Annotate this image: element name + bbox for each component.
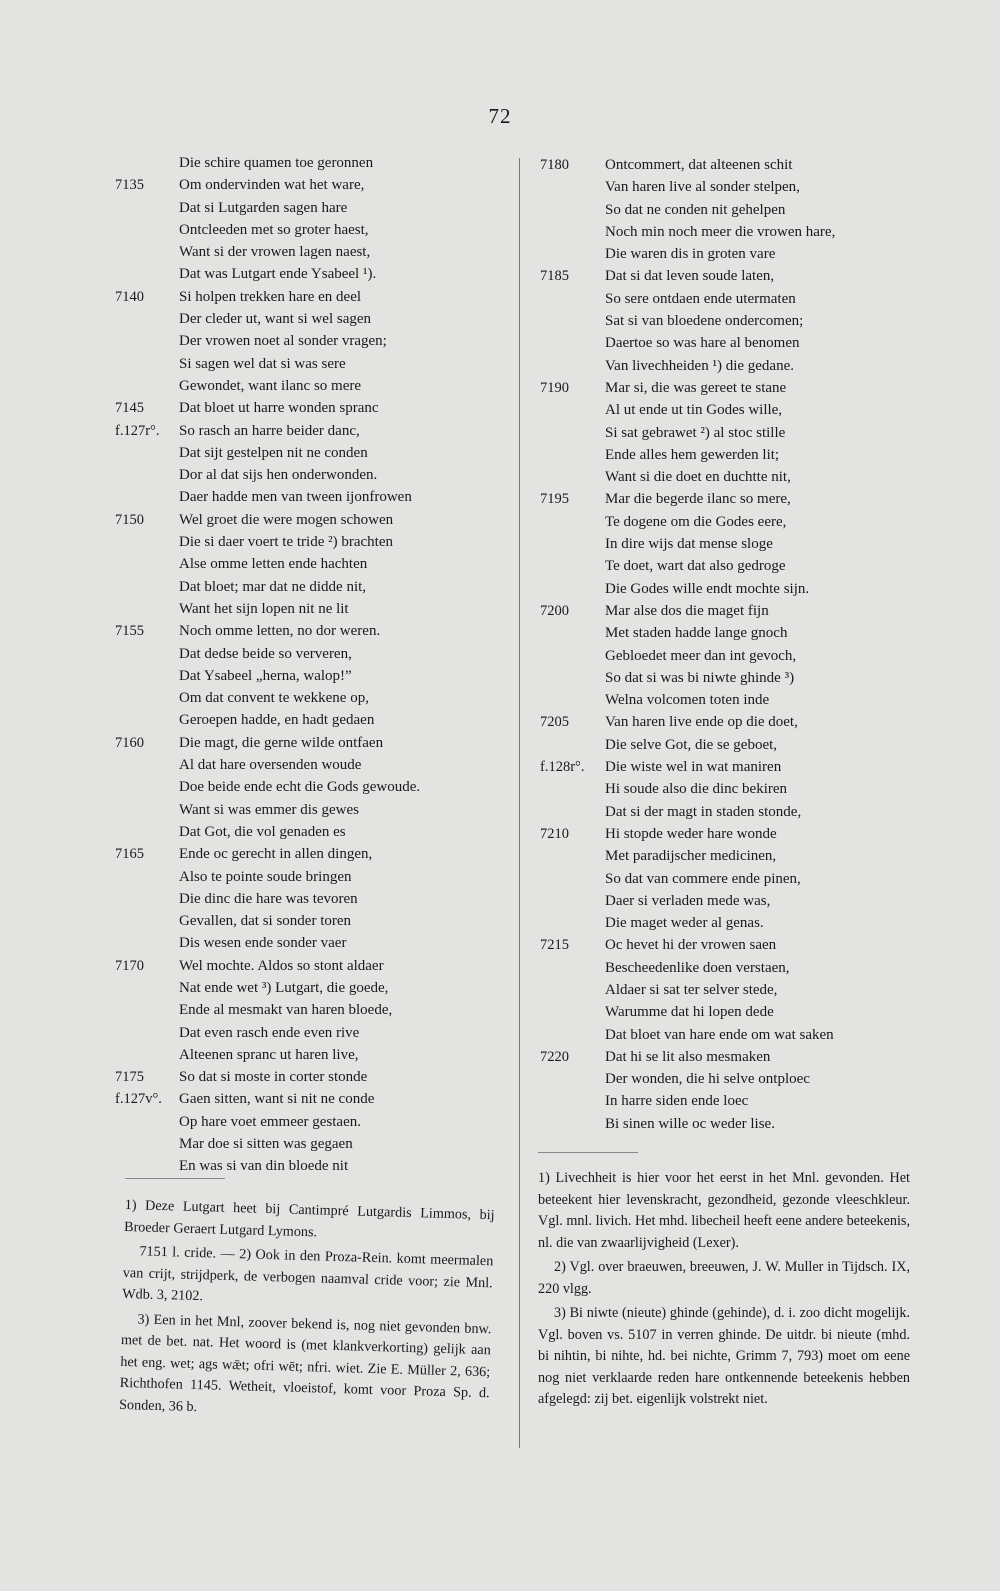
verse-line xyxy=(115,687,505,709)
verse-text: Si sat gebrawet ²) al stoc stille xyxy=(605,424,786,441)
verse-text: In dire wijs dat mense sloge xyxy=(605,536,773,553)
footnote: 1) Deze Lutgart heet bij Cantimpré Lutgardis Limmos, bij Broeder Geraert Lutgard Lymons. xyxy=(123,1196,495,1240)
verse-line xyxy=(115,353,505,375)
verse-number: 7200 xyxy=(540,602,569,619)
verse-text: Gewondet, want ilanc so mere xyxy=(179,377,362,394)
verse-line xyxy=(115,1088,505,1110)
verse-line xyxy=(115,888,505,910)
verse-line xyxy=(540,355,915,377)
verse-text: So dat van commere ende pinen, xyxy=(605,870,801,887)
verse-line xyxy=(540,288,915,310)
verse-text: Van haren live ende op die doet, xyxy=(605,714,798,731)
verse-line xyxy=(115,219,505,241)
verse-text: So sere ontdaen ende utermaten xyxy=(605,290,796,307)
verse-number: 7160 xyxy=(115,734,144,751)
verse-line xyxy=(115,531,505,553)
verse-text: Die dinc die hare was tevoren xyxy=(179,890,358,907)
verse-text: Mar doe si sitten was gegaen xyxy=(179,1136,353,1153)
footnote: 1) Livechheit is hier voor het eerst in het Mnl. gevonden. Het beteekent hier levenskracht, gezondheid, gezonde vleeschkleur. Vgl. mnl. livich. Het mhd. libecheil heeft eene andere beteekenis, nl. die van zwaarlijvigheid (Lexer). xyxy=(538,1170,910,1251)
verse-text: Daer si verladen mede was, xyxy=(605,892,771,909)
verse-line xyxy=(540,979,915,1001)
verse-text: Die magt, die gerne wilde ontfaen xyxy=(179,734,384,751)
verse-line xyxy=(540,555,915,577)
verse-number: 7205 xyxy=(540,714,569,731)
verse-line xyxy=(540,488,915,510)
verse-line xyxy=(115,330,505,352)
verse-line xyxy=(115,643,505,665)
verse-text: Dat dedse beide so ververen, xyxy=(179,645,352,662)
verse-number: 7180 xyxy=(540,157,569,173)
verse-text: Om ondervinden wat het ware, xyxy=(179,177,365,194)
verse-line xyxy=(115,955,505,977)
verse-line xyxy=(540,221,915,243)
verse-line xyxy=(540,912,915,934)
verse-text: Dat si dat leven soude laten, xyxy=(605,268,775,285)
left-footnotes xyxy=(119,1195,495,1429)
footnote: 3) Een in het Mnl, zoover bekend is, nog niet gevonden bnw. met de bet. nat. Het woord is (met klankverkorting) gelijk aan het eng. wet; ags wǣt; ofri wēt; nfri. wiet. Zie E. Müller 2, 636; Richthofen 1145. Wetheit, vloeistof, komt voor Proza Sp. d. Sonden, 36 b. xyxy=(118,1310,492,1415)
verse-text: Mar die begerde ilanc so mere, xyxy=(605,491,791,508)
verse-line xyxy=(540,332,915,354)
verse-text: Mar si, die was gereet te stane xyxy=(605,379,787,396)
verse-text: So dat si moste in corter stonde xyxy=(179,1069,368,1086)
verse-text: Bescheedenlike doen verstaen, xyxy=(605,959,790,976)
verse-line xyxy=(540,444,915,466)
verse-line xyxy=(115,843,505,865)
verse-line xyxy=(115,197,505,219)
verse-text: Die wiste wel in wat maniren xyxy=(605,759,782,776)
verse-text: Aldaer si sat ter selver stede, xyxy=(605,981,778,998)
verse-line xyxy=(115,553,505,575)
verse-line xyxy=(540,377,915,399)
verse-line xyxy=(540,600,915,622)
verse-line xyxy=(115,1111,505,1133)
verse-text: Daer hadde men van tween ijonfrowen xyxy=(179,489,412,506)
verse-line xyxy=(540,1046,915,1068)
verse-text: Gebloedet meer dan int gevoch, xyxy=(605,647,797,664)
verse-text: Ende oc gerecht in allen dingen, xyxy=(179,846,373,863)
verse-line xyxy=(540,578,915,600)
verse-text: Daertoe so was hare al benomen xyxy=(605,335,800,352)
verse-text: Want si was emmer dis gewes xyxy=(179,801,359,818)
verse-line xyxy=(115,776,505,798)
verse-text: Want si die doet en duchtte nit, xyxy=(605,469,791,486)
verse-line xyxy=(115,821,505,843)
verse-text: Dat bloet; mar dat ne didde nit, xyxy=(179,578,367,595)
verse-number: f.128r°. xyxy=(540,759,585,776)
verse-line xyxy=(540,399,915,421)
verse-line xyxy=(540,265,915,287)
verse-text: Dat Ysabeel „herna, walop!” xyxy=(179,667,352,684)
verse-line xyxy=(540,756,915,778)
verse-line xyxy=(115,464,505,486)
verse-line xyxy=(540,845,915,867)
verse-text: Nat ende wet ³) Lutgart, die goede, xyxy=(179,979,389,996)
verse-line xyxy=(115,709,505,731)
verse-line xyxy=(115,375,505,397)
footnote: 3) Bi niwte (nieute) ghinde (gehinde), d. i. zoo dicht mogelijk. Vgl. boven vs. 5107 in verren ghinde. De uitdr. bi nieute (mhd. bi nihtin, bi nihte, hd. bei nichte, Grimm 7, 793) moet om eene nog niet verklaarde reden hare ontkennende beteekenis hebben afgelegd: zij bet. eigenlijk volstrekt niet. xyxy=(538,1305,910,1407)
verse-text: Sat si van bloedene ondercomen; xyxy=(605,313,804,330)
verse-number: 7140 xyxy=(115,288,144,305)
verse-line xyxy=(115,420,505,442)
verse-line xyxy=(115,754,505,776)
verse-line xyxy=(115,174,505,196)
verse-text: Dat even rasch ende even rive xyxy=(179,1024,360,1041)
verse-line xyxy=(115,308,505,330)
verse-text: Hi soude also die dinc bekiren xyxy=(605,781,788,798)
verse-line xyxy=(540,466,915,488)
verse-text: Gaen sitten, want si nit ne conde xyxy=(179,1091,375,1108)
verse-line xyxy=(115,286,505,308)
verse-text: So rasch an harre beider danc, xyxy=(179,422,360,439)
verse-text: Dat hi se lit also mesmaken xyxy=(605,1048,771,1065)
verse-text: Dor al dat sijs hen onderwonden. xyxy=(179,467,378,484)
right-footnotes xyxy=(538,1168,910,1414)
verse-line xyxy=(540,734,915,756)
verse-line xyxy=(115,999,505,1021)
verse-text: Te dogene om die Godes eere, xyxy=(605,513,787,530)
verse-text: Der cleder ut, want si wel sagen xyxy=(179,311,372,328)
left-footnote-rule xyxy=(125,1178,225,1179)
verse-number: 7210 xyxy=(540,825,569,842)
verse-text: Der wonden, die hi selve ontploec xyxy=(605,1071,810,1088)
verse-text: Gevallen, dat si sonder toren xyxy=(179,913,352,930)
verse-number: 7165 xyxy=(115,846,144,863)
verse-text: Alse omme letten ende hachten xyxy=(179,556,368,573)
verse-line xyxy=(540,310,915,332)
verse-text: Ontcommert, dat alteenen schit xyxy=(605,157,793,173)
verse-text: Die waren dis in groten vare xyxy=(605,246,776,263)
verse-text: Dat was Lutgart ende Ysabeel ¹). xyxy=(179,266,377,283)
verse-line xyxy=(115,799,505,821)
verse-number: f.127v°. xyxy=(115,1091,162,1108)
verse-text: Al dat hare oversenden woude xyxy=(179,757,362,774)
verse-number: 7150 xyxy=(115,511,144,528)
verse-line xyxy=(115,509,505,531)
verse-line xyxy=(115,152,505,174)
verse-text: Ende alles hem gewerden lit; xyxy=(605,446,780,463)
verse-line xyxy=(115,486,505,508)
verse-line xyxy=(540,868,915,890)
verse-line xyxy=(115,910,505,932)
column-divider xyxy=(519,158,520,1448)
verse-line xyxy=(115,665,505,687)
verse-line xyxy=(115,241,505,263)
verse-line xyxy=(115,1066,505,1088)
verse-line xyxy=(540,1113,915,1135)
verse-text: Noch min noch meer die vrowen hare, xyxy=(605,223,836,240)
verse-line xyxy=(115,576,505,598)
verse-line xyxy=(540,689,915,711)
verse-line xyxy=(540,1024,915,1046)
verse-number: 7135 xyxy=(115,177,144,194)
footnote: 2) Vgl. over braeuwen, breeuwen, J. W. Muller in Tijdsch. IX, 220 vlgg. xyxy=(538,1259,910,1297)
verse-number: 7155 xyxy=(115,623,144,640)
verse-text: Van livechheiden ¹) die gedane. xyxy=(605,357,795,374)
verse-text: Dat si Lutgarden sagen hare xyxy=(179,199,348,216)
verse-text: Oc hevet hi der vrowen saen xyxy=(605,937,777,954)
verse-line xyxy=(115,732,505,754)
verse-text: Die si daer voert te tride ²) brachten xyxy=(179,534,393,551)
verse-line xyxy=(540,801,915,823)
verse-number: 7170 xyxy=(115,957,144,974)
verse-text: Van haren live al sonder stelpen, xyxy=(605,179,800,196)
verse-text: Si holpen trekken hare en deel xyxy=(179,288,362,305)
verse-text: Die Godes wille endt mochte sijn. xyxy=(605,580,810,597)
verse-line xyxy=(540,533,915,555)
verse-line xyxy=(540,890,915,912)
verse-line xyxy=(115,598,505,620)
verse-line xyxy=(115,620,505,642)
verse-number: 7190 xyxy=(540,379,569,396)
verse-line xyxy=(115,977,505,999)
verse-text: Dat bloet van hare ende om wat saken xyxy=(605,1026,834,1043)
verse-text: So dat ne conden nit gehelpen xyxy=(605,201,786,218)
verse-text: Ontcleeden met so groter haest, xyxy=(179,221,369,238)
verse-text: Welna volcomen toten inde xyxy=(605,692,770,709)
verse-text: Om dat convent te wekkene op, xyxy=(179,690,369,707)
verse-line xyxy=(540,422,915,444)
verse-text: In harre siden ende loec xyxy=(605,1093,749,1110)
verse-line xyxy=(115,1155,505,1177)
verse-number: 7185 xyxy=(540,268,569,285)
verse-text: Met paradijscher medicinen, xyxy=(605,848,777,865)
verse-line xyxy=(540,1068,915,1090)
verse-line xyxy=(540,511,915,533)
verse-text: Die maget weder al genas. xyxy=(605,915,764,932)
verse-text: Dat sijt gestelpen nit ne conden xyxy=(179,444,368,461)
right-footnote-rule xyxy=(538,1152,638,1153)
verse-text: Dis wesen ende sonder vaer xyxy=(179,935,347,952)
verse-line xyxy=(540,1090,915,1112)
verse-number: 7195 xyxy=(540,491,569,508)
verse-line xyxy=(115,866,505,888)
verse-line xyxy=(540,622,915,644)
footnote: 7151 l. cride. — 2) Ook in den Proza-Rein. komt meermalen van crijt, strijdperk, de verbogen naamval cride voor; zie Mnl. Wdb. 3, 2102. xyxy=(122,1243,494,1305)
verse-number: 7215 xyxy=(540,937,569,954)
verse-line xyxy=(540,711,915,733)
verse-text: En was si van din bloede nit xyxy=(179,1158,349,1175)
verse-text: Want si der vrowen lagen naest, xyxy=(179,244,371,261)
verse-text: Doe beide ende echt die Gods gewoude. xyxy=(179,779,421,796)
verse-line xyxy=(540,243,915,265)
verse-line xyxy=(540,154,915,176)
verse-line xyxy=(115,1044,505,1066)
verse-text: Geroepen hadde, en hadt gedaen xyxy=(179,712,375,729)
verse-text: So dat si was bi niwte ghinde ³) xyxy=(605,669,795,686)
verse-line xyxy=(115,263,505,285)
verse-text: Wel groet die were mogen schowen xyxy=(179,511,394,528)
verse-text: Dat si der magt in staden stonde, xyxy=(605,803,802,820)
verse-text: Dat Got, die vol genaden es xyxy=(179,823,346,840)
verse-line xyxy=(540,645,915,667)
verse-number: 7145 xyxy=(115,400,144,417)
verse-line xyxy=(115,1022,505,1044)
verse-text: Also te pointe soude bringen xyxy=(179,868,352,885)
verse-text: Der vrowen noet al sonder vragen; xyxy=(179,333,387,350)
verse-line xyxy=(115,442,505,464)
verse-line xyxy=(540,176,915,198)
verse-text: Ende al mesmakt van haren bloede, xyxy=(179,1002,393,1019)
verse-text: Warumme dat hi lopen dede xyxy=(605,1004,774,1021)
verse-text: Op hare voet emmeer gestaen. xyxy=(179,1113,361,1130)
verse-text: Te doet, wart dat also gedroge xyxy=(605,558,786,575)
right-verse-column xyxy=(540,154,915,1135)
verse-line xyxy=(115,1133,505,1155)
verse-line xyxy=(540,957,915,979)
verse-line xyxy=(115,397,505,419)
verse-text: Met staden hadde lange gnoch xyxy=(605,625,788,642)
verse-text: Wel mochte. Aldos so stont aldaer xyxy=(179,957,384,974)
verse-line xyxy=(540,199,915,221)
verse-text: Si sagen wel dat si was sere xyxy=(179,355,346,372)
verse-number: 7175 xyxy=(115,1069,144,1086)
verse-text: Mar alse dos die maget fijn xyxy=(605,602,769,619)
page-number: 72 xyxy=(488,104,512,128)
verse-line xyxy=(540,823,915,845)
verse-number: f.127r°. xyxy=(115,422,160,439)
verse-text: Die schire quamen toe geronnen xyxy=(179,155,374,171)
verse-text: Alteenen spranc ut haren live, xyxy=(179,1046,359,1063)
verse-text: Al ut ende ut tin Godes wille, xyxy=(605,402,783,419)
verse-text: Hi stopde weder hare wonde xyxy=(605,825,777,842)
verse-line xyxy=(540,1001,915,1023)
verse-text: Bi sinen wille oc weder lise. xyxy=(605,1115,775,1132)
verse-text: Want het sijn lopen nit ne lit xyxy=(179,600,349,617)
left-verse-column xyxy=(115,152,505,1178)
verse-number: 7220 xyxy=(540,1048,569,1065)
verse-text: Noch omme letten, no dor weren. xyxy=(179,623,381,640)
verse-line xyxy=(540,667,915,689)
verse-line xyxy=(115,932,505,954)
verse-text: Die selve Got, die se geboet, xyxy=(605,736,778,753)
verse-text: Dat bloet ut harre wonden spranc xyxy=(179,400,379,417)
verse-line xyxy=(540,934,915,956)
verse-line xyxy=(540,778,915,800)
